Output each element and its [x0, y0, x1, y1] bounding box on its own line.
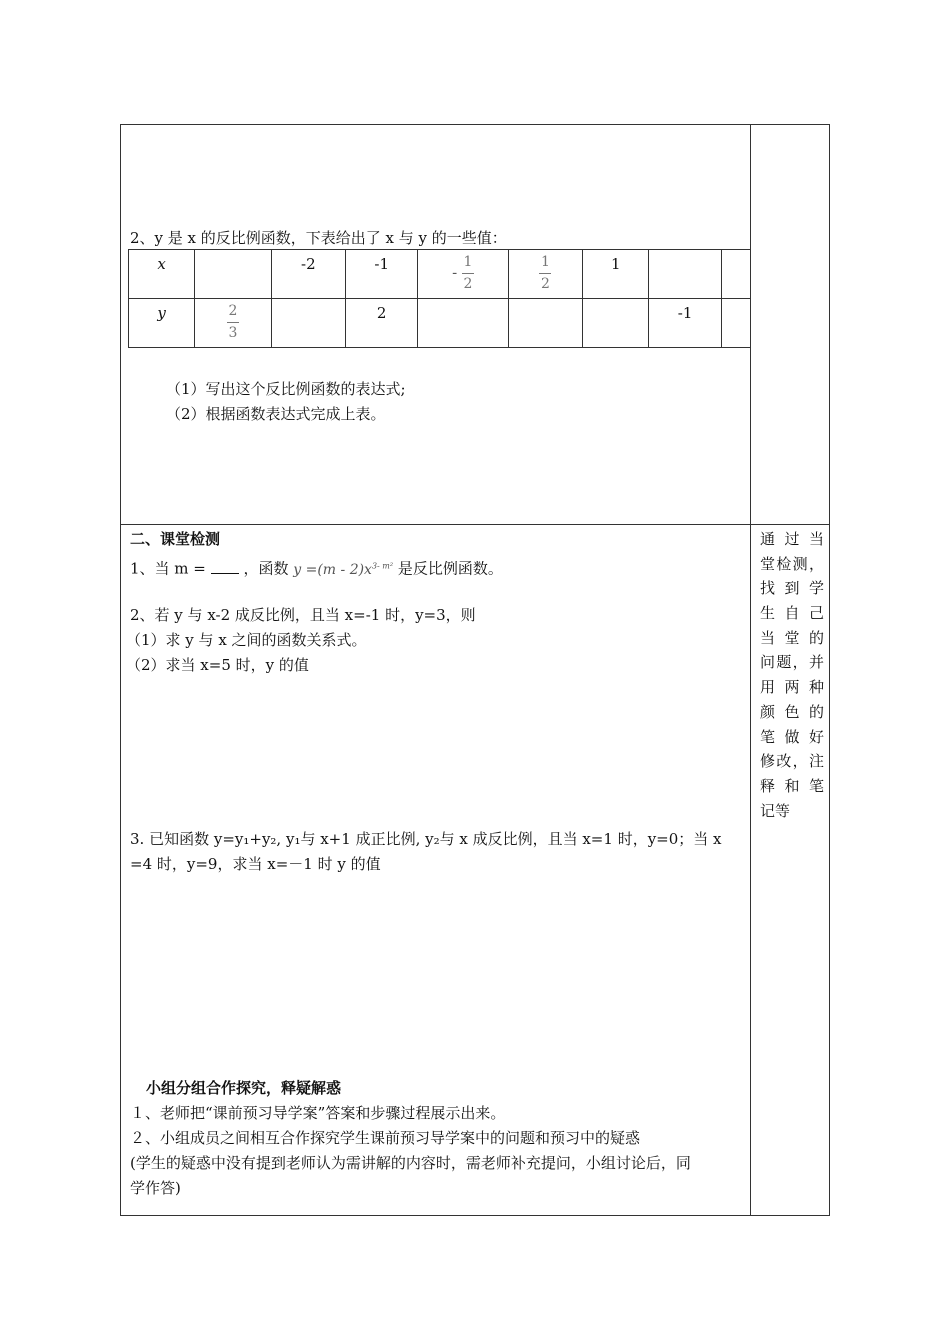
check-q2-sub2: （2）求当 x=5 时，y 的值: [126, 656, 309, 674]
sidebar-note-line: 问题，并: [760, 653, 824, 672]
value-table: [128, 249, 751, 348]
table-cell: -1: [346, 250, 418, 299]
check-q2: 2、若 y 与 x-2 成反比例，且当 x=-1 时，y=3，则: [130, 606, 476, 624]
group-note-line1: (学生的疑惑中没有提到老师认为需讲解的内容时，需老师补充提问，小组讨论后，同: [130, 1154, 691, 1172]
table-cell: 2: [346, 299, 418, 348]
q2-sub1: （1）写出这个反比例函数的表达式;: [166, 380, 406, 398]
sidebar-note-line: 找到学: [760, 579, 824, 598]
table-row-x: [129, 250, 751, 299]
group-step-1: １、老师把“课前预习导学案”答案和步骤过程展示出来。: [130, 1104, 506, 1122]
table-cell: - $\frac{1}{2}$: [418, 250, 508, 299]
table-cell: [418, 299, 508, 348]
sidebar-note-line: 生自己: [760, 604, 824, 623]
table-cell: [649, 250, 721, 299]
sidebar-note-line: 修改，注: [760, 752, 824, 771]
sidebar-note-line: 当堂的: [760, 628, 824, 647]
table-cell: [583, 299, 649, 348]
fraction-neg-half: $\frac{1}{2}$: [463, 254, 473, 292]
table-cell: x: [129, 250, 195, 299]
sidebar-note-line: 记等: [760, 801, 791, 820]
q2-sub2: （2）根据函数表达式完成上表。: [166, 405, 386, 423]
table-cell: -1: [649, 299, 721, 348]
table-cell: y: [129, 299, 195, 348]
section-heading: 二、课堂检测: [130, 530, 221, 548]
group-heading: 小组分组合作探究，释疑解惑: [146, 1079, 342, 1097]
table-cell: [195, 299, 271, 348]
table-cell: [271, 299, 345, 348]
group-note-line2: 学作答): [130, 1179, 181, 1197]
check-q3-line2: =4 时，y=9，求当 x=－1 时 y 的值: [130, 855, 381, 873]
table-cell: [195, 250, 271, 299]
fraction-half: $\frac{1}{2}$: [540, 254, 550, 292]
table-cell: 1: [583, 250, 649, 299]
sidebar-note-line: 堂检测，: [760, 554, 824, 573]
check-q2-sub1: （1）求 y 与 x 之间的函数关系式。: [126, 631, 367, 649]
table-cell: [508, 250, 582, 299]
row-divider: [120, 524, 830, 525]
sidebar-note-line: 用两种: [760, 678, 824, 697]
sidebar-note-line: 笔做好: [760, 727, 824, 746]
table-cell: [721, 250, 750, 299]
table-row-y: [129, 299, 751, 348]
sidebar-note-line: 颜色的: [760, 702, 824, 721]
table-cell: -2: [271, 250, 345, 299]
table-cell: [508, 299, 582, 348]
check-q1: 1、当 m = ，函数 $y =(m - 2)x^{3- m^2}$ 是反比例函数。: [130, 559, 503, 578]
formula: $y =(m - 2)x^{3- m^2}$: [293, 561, 394, 578]
answer-blank[interactable]: [211, 559, 239, 574]
sidebar-note-line: 释和笔: [760, 776, 824, 795]
fraction-two-thirds: $\frac{2}{3}$: [228, 303, 238, 341]
sidebar-note: [760, 527, 824, 823]
check-q3-line1: 3. 已知函数 y=y₁+y₂, y₁与 x+1 成正比例, y₂与 x 成反比例，且当 x=1 时，y=0；当 x: [130, 830, 722, 848]
sidebar-note-line: 通过当: [760, 530, 824, 548]
table-cell: [721, 299, 750, 348]
q2-intro: 2、y 是 x 的反比例函数，下表给出了 x 与 y 的一些值：: [130, 229, 507, 247]
group-step-2: ２、小组成员之间相互合作探究学生课前预习导学案中的问题和预习中的疑惑: [130, 1129, 641, 1147]
